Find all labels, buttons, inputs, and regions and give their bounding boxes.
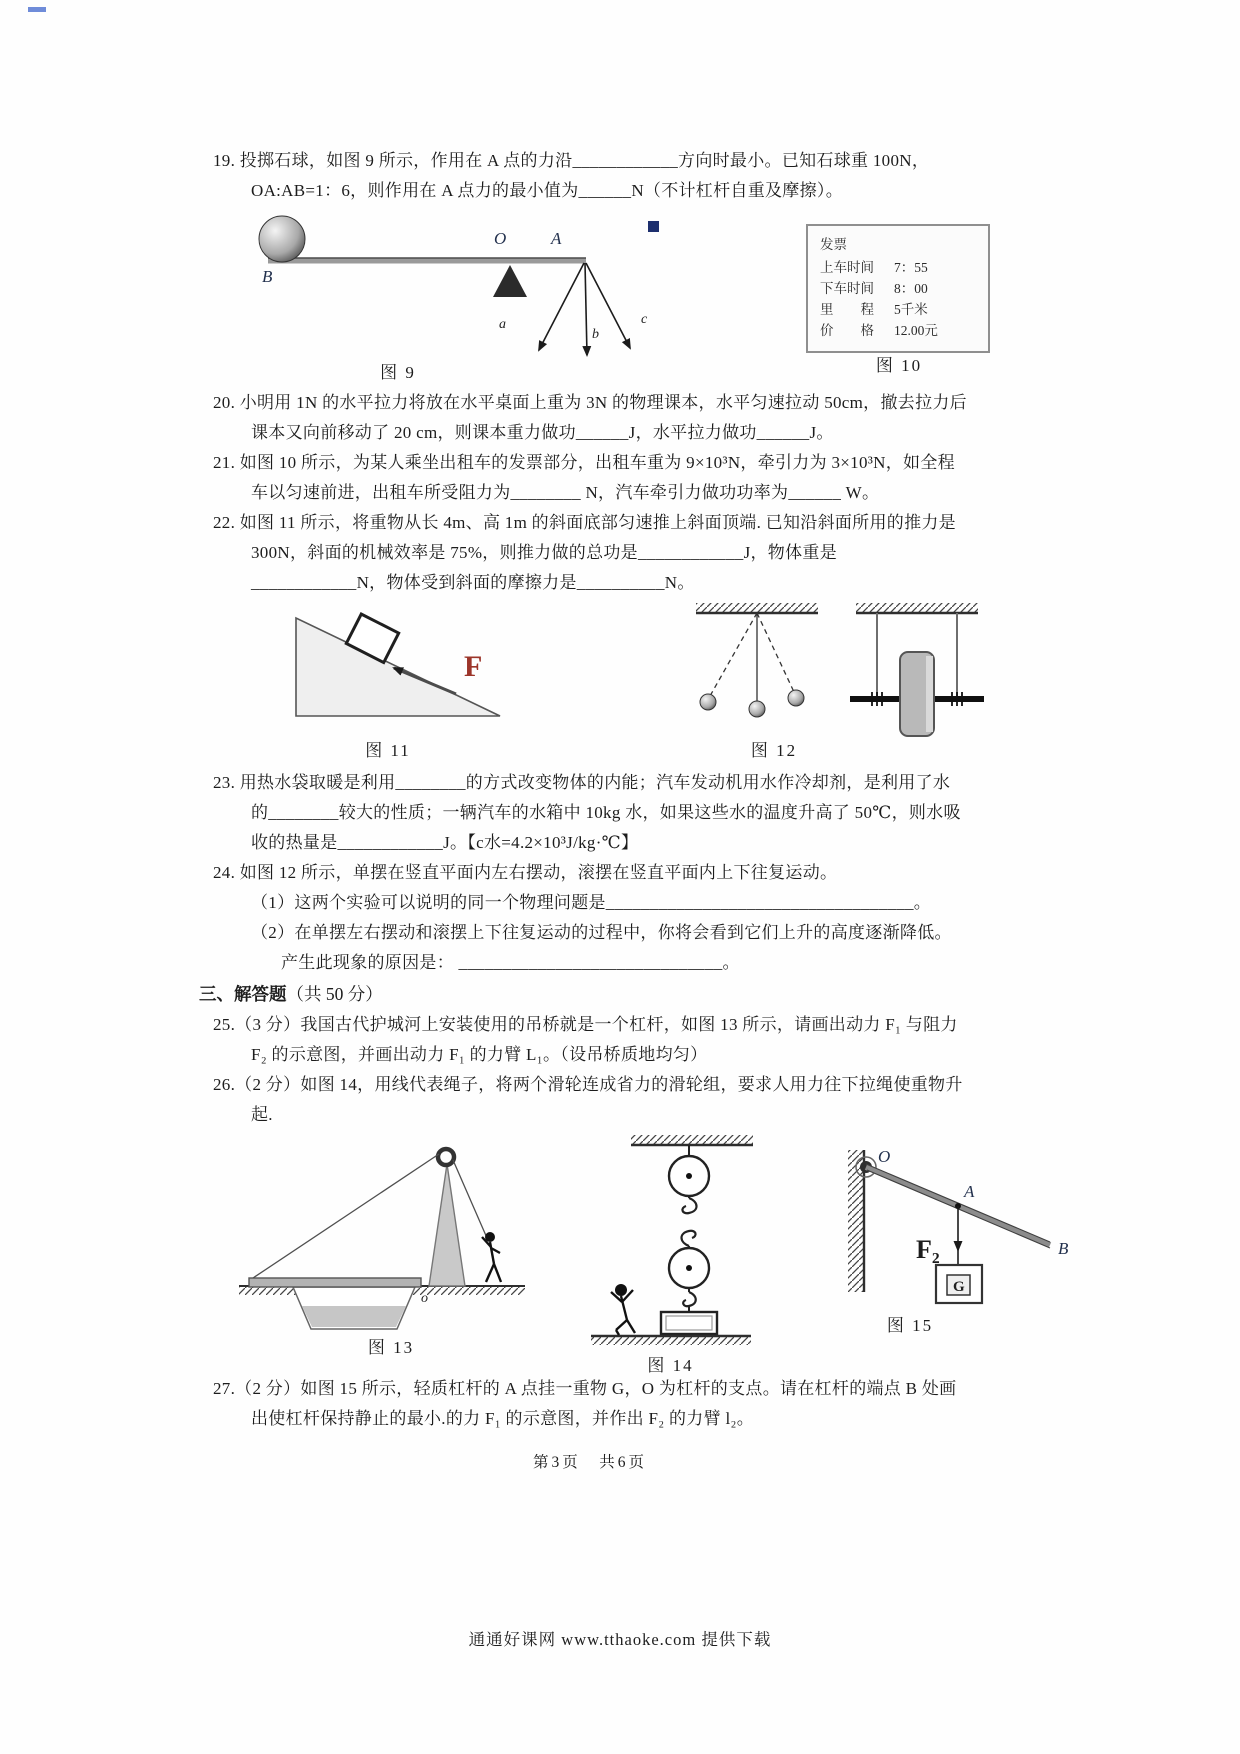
figure-15 (810, 1134, 1080, 1338)
person-pulling (482, 1232, 501, 1282)
pendulum-bob (700, 694, 716, 710)
page-number: 第3页 共6页 (532, 1454, 647, 1471)
ceiling-hatch (631, 1135, 753, 1144)
hook-icon (682, 1231, 696, 1246)
arrow-label-c: c (641, 312, 648, 327)
tower (429, 1164, 465, 1286)
figure-12 (644, 600, 989, 766)
rope (253, 1154, 439, 1278)
figure-row-13-15 (231, 1134, 1069, 1375)
figure-13 (231, 1134, 531, 1360)
question-25: 25.（3 分）我国古代护城河上安装使用的吊桥就是一个杠杆，如图 13 所示，请画出动力 F₁ 与阻力 F₂ 的示意图，并画出动力 F₁ 的力臂 L₁。（设吊桥质地均匀） (213, 1015, 958, 1064)
receipt-label: 下车时间 (820, 281, 874, 296)
receipt-value: 5千米 (894, 302, 928, 317)
question-26: 26.（2 分）如图 14，用线代表绳子，将两个滑轮连成省力的滑轮组，要求人用力往下拉绳使重物升起. (213, 1075, 963, 1124)
point-label-b: B (1058, 1239, 1069, 1258)
figure-14-caption: 图 14 (647, 1356, 694, 1375)
person-standing (611, 1284, 635, 1335)
figure-15-caption: 图 15 (886, 1316, 934, 1335)
moat-water (302, 1306, 406, 1327)
receipt-value: 7：55 (894, 260, 928, 275)
wall-hatch (848, 1150, 864, 1292)
receipt-label: 里 程 (820, 302, 874, 317)
force-label-f2: F₂ (916, 1235, 940, 1264)
figure-13-caption: 图 13 (367, 1338, 415, 1357)
scan-artifact (28, 7, 46, 12)
point-label-b: B (262, 267, 273, 286)
question-24-part-1: （1）这两个实验可以说明的同一个物理问题是___________________________________。 (251, 893, 932, 912)
pendulum-bob (749, 701, 765, 717)
figure-14 (573, 1134, 768, 1378)
figure-12-drawing (644, 600, 989, 738)
fulcrum (493, 265, 527, 297)
wheel-highlight (926, 656, 933, 732)
receipt-value: 8：00 (894, 281, 928, 296)
figure-9-caption: 图 9 (380, 363, 416, 382)
receipt-title: 发票 (820, 237, 847, 252)
receipt-label: 上车时间 (820, 260, 874, 275)
ground-hatch (591, 1336, 751, 1345)
point-label-o: O (494, 229, 507, 248)
rope (453, 1160, 487, 1238)
figure-row-9-10 (248, 210, 967, 386)
pendulum-string-left (710, 613, 757, 696)
receipt-label: 价 格 (820, 323, 874, 338)
point-label-o: O (878, 1147, 891, 1166)
pulley-wheel (438, 1149, 454, 1165)
question-22: 22. 如图 11 所示，将重物从长 4m、高 1m 的斜面底部匀速推上斜面顶端. 已知沿斜面所用的推力是 300N，斜面的机械效率是 75%，则推力做的总功是____________J，物体重是____________N，物体受到斜面的摩擦力是__________N。 (213, 513, 956, 592)
stone-ball (259, 216, 305, 262)
taxi-receipt (806, 224, 990, 353)
drawbridge-deck (249, 1278, 421, 1287)
force-arrow-b (585, 263, 587, 355)
receipt-row (820, 320, 982, 341)
receipt-row (820, 299, 982, 320)
section-3-title: 三、解答题 (199, 984, 287, 1004)
pulley-axle-dot (686, 1173, 692, 1179)
receipt-value: 12.00元 (894, 323, 938, 338)
figure-12-caption: 图 12 (750, 741, 798, 760)
question-21: 21. 如图 10 所示，为某人乘坐出租车的发票部分，出租车重为 9×10³N，牵引力为 3×10³N，如全程车以匀速前进，出租车所受阻力为________ N，汽车牵引力做功功率为______ W。 (213, 453, 955, 502)
question-24: 24. 如图 12 所示，单摆在竖直平面内左右摆动，滚摆在竖直平面内上下往复运动。 (213, 863, 838, 882)
force-arrow-a (539, 263, 584, 350)
ceiling-hatch (856, 603, 978, 612)
hook-icon (683, 1292, 696, 1306)
pivot-label-o: o (421, 1291, 428, 1306)
figure-11-drawing (268, 600, 628, 738)
point-label-a: A (551, 229, 562, 248)
watermark: 通通好课网 www.tthaoke.com 提供下载 (468, 1630, 772, 1649)
figure-14-drawing (573, 1134, 768, 1346)
question-23: 23. 用热水袋取暖是利用________的方式改变物体的内能；汽车发动机用水作冷却剂，是利用了水的________较大的性质；一辆汽车的水箱中 10kg 水，如果这些水的温度升高了 50℃，则水吸收的热量是____________J。【c水=4.2×10³J/kg·℃】 (213, 773, 961, 852)
figure-11-caption: 图 11 (365, 741, 411, 760)
section-3-heading (199, 979, 967, 1009)
force-label-f: F (464, 650, 483, 683)
question-20: 20. 小明用 1N 的水平拉力将放在水平桌面上重为 3N 的物理课本，水平匀速拉动 50cm，撤去拉力后课本又向前移动了 20 cm，则课本重力做功______J，水平拉力做功______J。 (213, 393, 967, 442)
pendulum-string-right (757, 613, 794, 692)
figure-13-drawing (231, 1134, 531, 1332)
figure-15-drawing (810, 1134, 1080, 1312)
weight-label-g: G (953, 1279, 965, 1295)
figure-9-drawing (248, 210, 688, 360)
receipt-row (820, 278, 982, 299)
receipt-row (820, 257, 982, 278)
figure-11 (268, 600, 628, 766)
pendulum-bob (788, 690, 804, 706)
question-19: 19. 投掷石球，如图 9 所示，作用在 A 点的力沿____________方向时最小。已知石球重 100N，OA:AB=1：6，则作用在 A 点力的最小值为______N（不计杠杆自重及摩擦）。 (213, 151, 930, 200)
arrow-label-b: b (592, 327, 599, 342)
section-3-score: （共 50 分） (286, 984, 383, 1004)
figure-10-caption: 图 10 (875, 356, 923, 375)
figure-row-11-12 (268, 600, 967, 766)
figure-9 (248, 210, 688, 386)
question-27: 27.（2 分）如图 15 所示，轻质杠杆的 A 点挂一重物 G，O 为杠杆的支点。请在杠杆的端点 B 处画出使杠杆保持静止的最小.的力 F₁ 的示意图，并作出 F₂ 的力臂 l₂。 (213, 1379, 957, 1428)
pulley-axle-dot (686, 1265, 692, 1271)
arrow-label-a: a (499, 317, 506, 332)
ceiling-hatch (696, 603, 818, 612)
point-label-a: A (964, 1182, 975, 1201)
weight-block (661, 1312, 717, 1334)
hook-icon (682, 1198, 696, 1213)
figure-10 (806, 210, 992, 386)
question-24-part-2: （2）在单摆左右摆动和滚摆上下往复运动的过程中，你将会看到它们上升的高度逐渐降低。产生此现象的原因是： ______________________________。 (251, 923, 952, 972)
